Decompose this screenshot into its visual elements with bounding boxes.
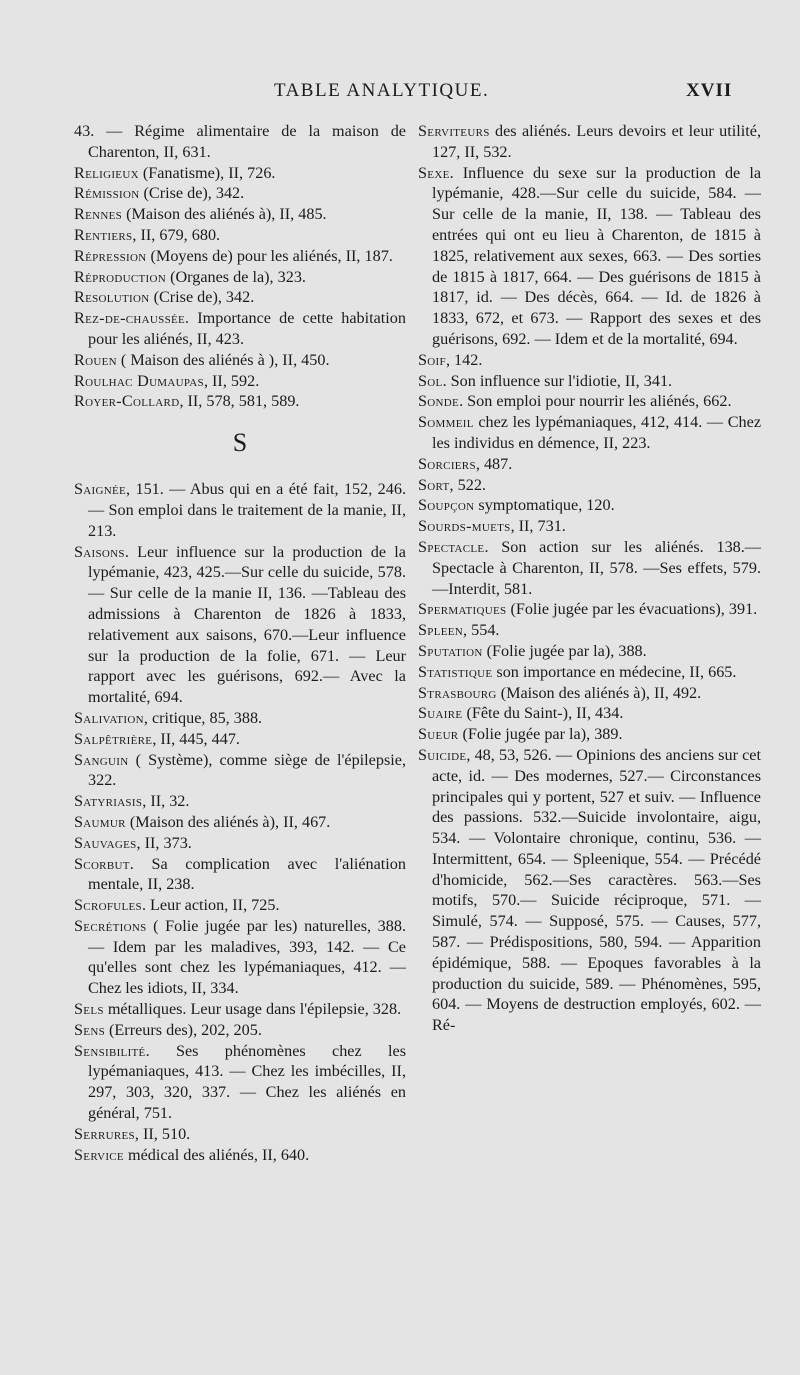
entry-keyword: Sourds-muets (418, 517, 511, 536)
entry-keyword: Réproduction (74, 267, 167, 286)
entry-text: (Moyens de) pour les aliénés, II, 187. (146, 246, 393, 265)
entry-text: des aliénés. Leurs devoirs et leur utilité, 127, II, 532. (432, 122, 761, 161)
index-entry (418, 703, 761, 724)
left-column (74, 121, 406, 1165)
entry-keyword: Saisons (74, 542, 125, 561)
index-entry (418, 412, 761, 454)
index-entry (418, 495, 761, 516)
entry-keyword: Saignée (74, 480, 127, 499)
entry-text: chez les lypémaniaques, 412, 414. — Chez les individus en démence, II, 223. (432, 413, 761, 452)
entry-keyword: Sommeil (418, 413, 474, 432)
entry-keyword: Sauvages (74, 833, 137, 852)
entry-text: (Crise de), 342. (149, 288, 255, 307)
index-entry (418, 724, 761, 745)
left-entries-before (74, 121, 406, 412)
entry-text: , II, 510. (134, 1124, 191, 1143)
entry-keyword: Salivation (74, 708, 144, 727)
entry-text: , critique, 85, 388. (143, 708, 263, 727)
entry-text: , 554. (463, 621, 500, 640)
entry-keyword: Rentiers (74, 225, 133, 244)
entry-text: (Fanatisme), II, 726. (138, 163, 276, 182)
entry-keyword: Serrures (74, 1124, 135, 1143)
entry-keyword: Sels (74, 1000, 104, 1019)
entry-keyword: Serviteurs (418, 122, 490, 140)
entry-text: , II, 679, 680. (132, 225, 221, 244)
index-entry (418, 371, 761, 392)
entry-keyword: Sens (74, 1020, 105, 1039)
entry-text: (Maison des aliénés à), II, 467. (125, 812, 331, 831)
entry-text: (Erreurs des), 202, 205. (104, 1020, 262, 1039)
right-entries (418, 121, 761, 1036)
index-entry (418, 454, 761, 475)
index-entry (418, 391, 761, 412)
entry-text: (Folie jugée par la), 389. (458, 725, 623, 744)
entry-text: (Folie jugée par les évacuations), 391. (506, 600, 758, 619)
entry-text: ( Maison des aliénés à ), II, 450. (116, 350, 330, 369)
entry-text: , II, 592. (203, 371, 260, 390)
index-entry (74, 225, 406, 246)
entry-keyword: Rémission (74, 184, 140, 203)
entry-text: , 522. (449, 475, 486, 494)
entry-text: (Organes de la), 323. (166, 267, 306, 286)
index-entry (74, 750, 406, 792)
index-entry (418, 641, 761, 662)
index-entry (74, 999, 406, 1020)
entry-keyword: Sonde (418, 392, 460, 411)
index-entry (74, 1041, 406, 1124)
right-column (418, 121, 761, 1036)
entry-text: . Leur action, II, 725. (141, 896, 280, 915)
page-title: TABLE ANALYTIQUE. (274, 80, 490, 101)
entry-keyword: Spleen (418, 621, 464, 640)
entry-text: , II, 445, 447. (152, 729, 240, 748)
index-entry (74, 1020, 406, 1041)
entry-text: , 151. — Abus qui en a été fait, 152, 246. — Son emploi dans le traitement de la manie, II, 213. (88, 480, 406, 540)
entry-keyword: Scorbut (74, 854, 130, 873)
entry-text: 43. — Régime alimentaire de la maison de Charenton, II, 631. (74, 122, 406, 161)
entry-keyword: Suicide (418, 745, 467, 764)
index-entry (74, 371, 406, 392)
entry-keyword: Rouen (74, 350, 117, 369)
entry-keyword: Roulhac Dumaupas (74, 371, 204, 390)
entry-keyword: Rennes (74, 205, 123, 224)
entry-text: . Son influence sur l'idiotie, II, 341. (442, 371, 673, 390)
index-entry (74, 542, 406, 708)
entry-text: . Son action sur les aliénés. 138.—Spectacle à Charenton, II, 578. —Ses effets, 579.—Interdit, 581. (432, 537, 761, 598)
entry-text: médical des aliénés, II, 640. (123, 1145, 310, 1164)
entry-keyword: Salpêtrière (74, 729, 153, 748)
entry-text: métalliques. Leur usage dans l'épilepsie, 328. (103, 1000, 402, 1019)
index-entry (418, 662, 761, 683)
index-entry (418, 683, 761, 704)
entry-keyword: Saumur (74, 812, 126, 831)
index-entry (74, 163, 406, 184)
section-letter: S (232, 428, 248, 458)
entry-keyword: Sensibilité (74, 1041, 146, 1060)
index-entry (74, 916, 406, 999)
index-entry (418, 350, 761, 371)
index-entry (74, 121, 406, 163)
entry-keyword: Service (74, 1145, 124, 1164)
entry-text: . Influence du sexe sur la production de la lypémanie, 428.—Sur celle du suicide, 584. — Sur celle de la manie, II, 138. — Tableau des entrées qui ont eu lieu à Charenton, de 1815 à 1825, relativement aux sexes, 663. — Des sorties de 1815 à 1817, 664. — Des guérisons de 1815 à 1817, id. — Des décès, 664. — Id. de 1826 à 1833, 672, et 673. — Rapport des sexes et des guérisons, 692. — Idem et de la mortalité, 694. (432, 163, 761, 348)
index-entry (418, 163, 761, 350)
entry-keyword: Royer-Collard (74, 392, 180, 411)
index-entry (74, 833, 406, 854)
entry-keyword: Satyriasis (74, 792, 143, 811)
index-entry (418, 516, 761, 537)
entry-keyword: Sanguin (74, 750, 129, 769)
entry-keyword: Sputation (418, 641, 483, 660)
entry-text: (Fête du Saint-), II, 434. (462, 704, 624, 723)
entry-text: . Ses phénomènes chez les lypémaniaques, 413. — Chez les imbécilles, II, 297, 303, 320, 337. — Chez les aliénés en général, 751. (88, 1041, 406, 1123)
index-entry (74, 812, 406, 833)
index-entry (418, 537, 761, 599)
entry-text: ( Folie jugée par les) naturelles, 388. — Idem par les maladives, 393, 142. — Ce qu'elles sont chez les lypémaniaques, 412. — Chez les idiots, II, 334. (88, 916, 406, 998)
page-number: XVII (686, 80, 733, 101)
entry-keyword: Scrofules (74, 896, 142, 915)
entry-text: symptomatique, 120. (474, 496, 615, 515)
index-entry (74, 791, 406, 812)
entry-keyword: Sueur (418, 725, 459, 744)
entry-text: (Maison des aliénés à), II, 485. (122, 205, 327, 224)
entry-keyword: Soif (418, 350, 446, 369)
entry-text: . Importance de cette habitation pour les aliénés, II, 423. (88, 309, 406, 348)
entry-text: (Maison des aliénés à), II, 492. (496, 683, 702, 702)
entry-keyword: Statistique (418, 662, 493, 681)
entry-text: , II, 578, 581, 589. (179, 392, 300, 411)
entry-keyword: Sexe (418, 163, 450, 182)
entry-keyword: Sort (418, 475, 450, 494)
index-entry (418, 475, 761, 496)
entry-keyword: Religieux (74, 163, 139, 182)
index-entry (74, 267, 406, 288)
index-entry (74, 479, 406, 541)
index-entry (74, 350, 406, 371)
entry-keyword: Sorciers (418, 454, 476, 473)
index-entry (74, 308, 406, 350)
index-entry (74, 895, 406, 916)
entry-keyword: Strasbourg (418, 683, 497, 702)
entry-keyword: Répression (74, 246, 147, 265)
entry-keyword: Rez-de-chaussée (74, 309, 186, 328)
index-entry (418, 599, 761, 620)
entry-keyword: Resolution (74, 288, 150, 307)
index-entry (74, 854, 406, 896)
index-entry (74, 729, 406, 750)
entry-text: . Son emploi pour nourrir les aliénés, 662. (459, 392, 732, 411)
entry-text: , II, 373. (136, 833, 192, 852)
entry-keyword: Suaire (418, 704, 463, 723)
entry-text: . Leur influence sur la production de la lypémanie, 423, 425.—Sur celle du suicide, 578. — Sur celle de la manie II, 136. —Tableau des admissions à Charenton de 1826 à 1833, relativement aux saisons, 670.—Leur influence sur la production de la folie, 671. — Leur rapport avec les guérisons, 692.— Avec la mortalité, 694. (88, 542, 406, 707)
entry-keyword: Spermatiques (418, 600, 507, 619)
index-entry (74, 708, 406, 729)
index-entry (418, 121, 761, 163)
entry-keyword: Secrétions (74, 916, 147, 935)
left-entries-after (74, 479, 406, 1165)
entry-keyword: Sol (418, 371, 443, 390)
entry-text: , 142. (445, 350, 483, 369)
index-entry (74, 1145, 406, 1166)
entry-text: , 487. (475, 454, 513, 473)
entry-text: , II, 32. (142, 792, 190, 811)
entry-text: . Sa complication avec l'aliénation mentale, II, 238. (88, 854, 406, 894)
index-entry (418, 745, 761, 1036)
index-entry (74, 246, 406, 267)
entry-text: (Crise de), 342. (139, 184, 245, 203)
entry-text: ( Système), comme siège de l'épilepsie, 322. (88, 750, 406, 790)
entry-keyword: Spectacle (418, 537, 485, 556)
entry-text: , II, 731. (510, 517, 566, 536)
index-entry (418, 620, 761, 641)
entry-text: , 48, 53, 526. — Opinions des anciens sur cet acte, id. — Des modernes, 527.— Circonstances principales qui y portent, 527 et suiv. — Influence des passions. 532.—Suicide involontaire, aigu, 534. — Volontaire chronique, continu, 536. — Intermittent, 654. — Spleenique, 554. — Précédé d'homicide, 562.—Ses caractères. 563.—Ses motifs, 570.— Suicide réciproque, 571. — Simulé, 574. — Supposé, 575. — Causes, 577, 587. — Prédispositions, 580, 594. — Apparition épidémique, 588. — Epoques favorables à la production du suicide, 589. — Phénomènes, 595, 604. — Moyens de destruction employés, 602. — Ré- (432, 745, 761, 1035)
entry-text: (Folie jugée par la), 388. (482, 641, 647, 660)
index-entry (74, 391, 406, 412)
index-entry (74, 1124, 406, 1145)
index-entry (74, 183, 406, 204)
index-entry (74, 287, 406, 308)
index-entry (74, 204, 406, 225)
entry-keyword: Soupçon (418, 496, 475, 515)
entry-text: son importance en médecine, II, 665. (492, 662, 737, 681)
